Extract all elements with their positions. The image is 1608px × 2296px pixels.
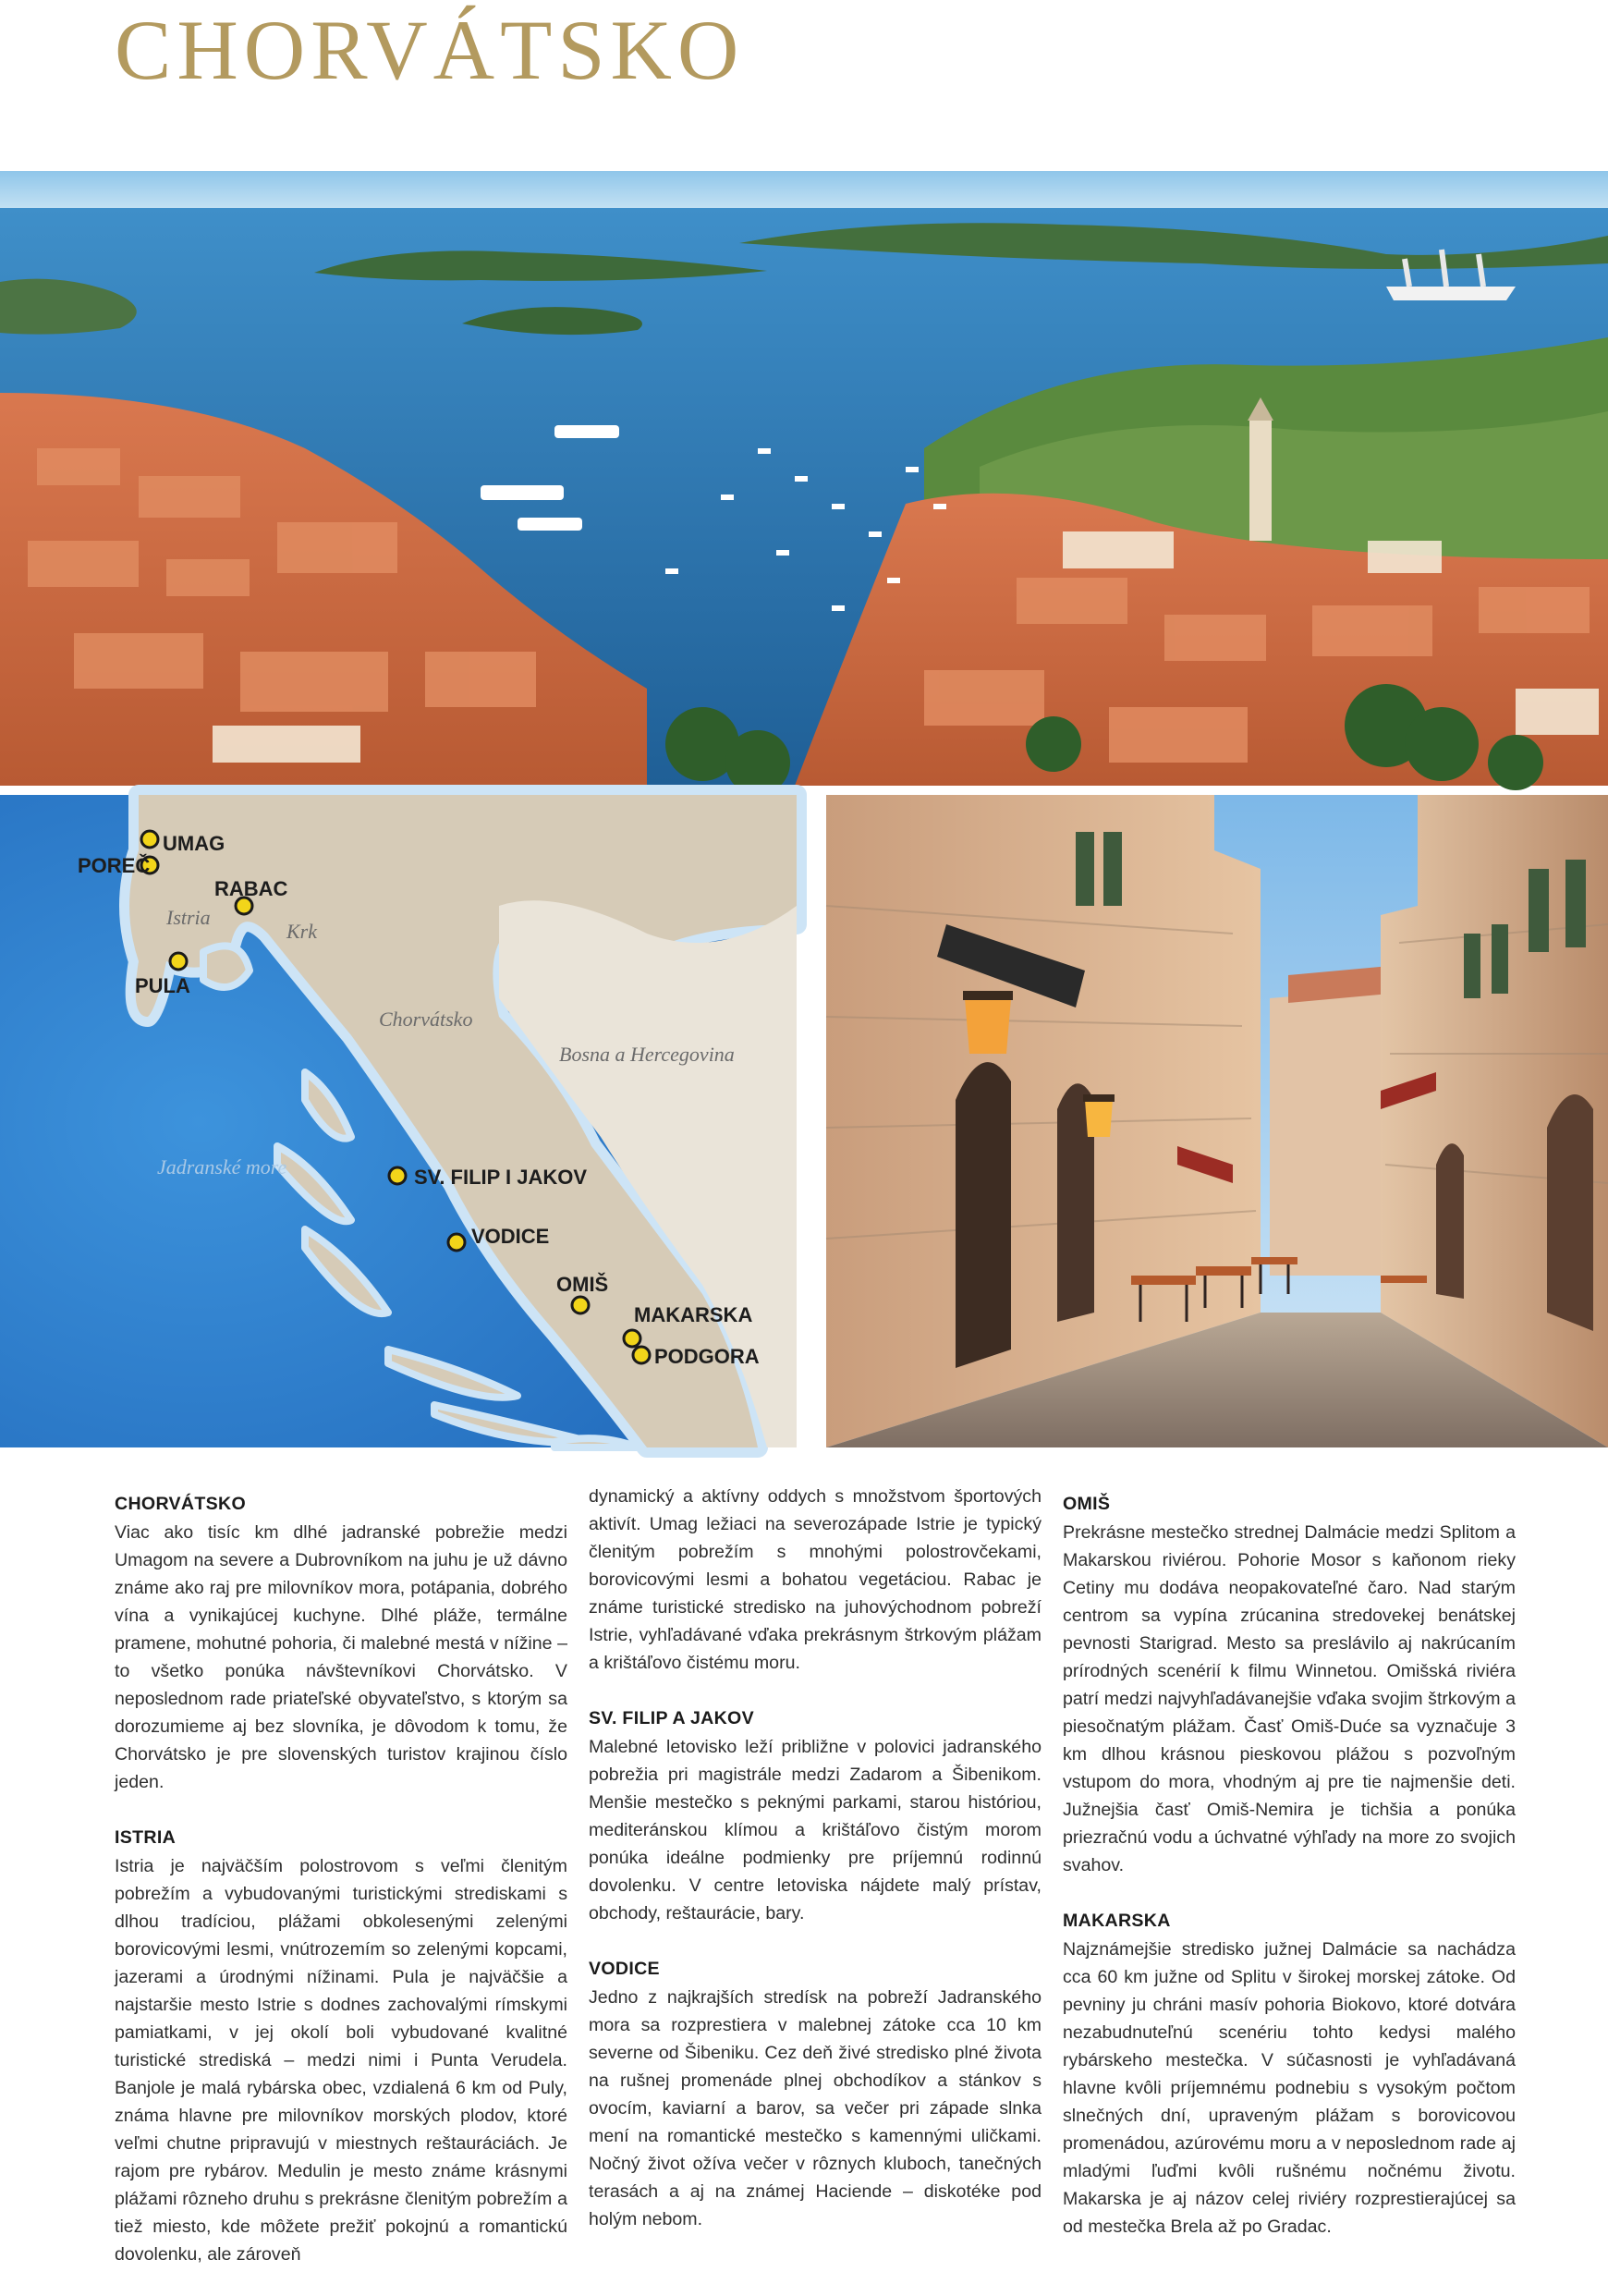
column-2 [589,1483,1042,2261]
map-city-vodice: VODICE [471,1225,550,1248]
page-title: CHORVÁTSKO [115,3,745,97]
section-body-vodice: Jedno z najkrajších stredísk na pobreží Jadranského mora sa rozprestiera v malebnej zátoke cca 10 km severne od Šibeniku. Cez deň živé stredisko plné života na rušnej promenáde plnej obchodíkov a stánkov s ovocím, kaviarní a barov, sa večer pri západe slnka mení na romantické mestečko s kamennými uličkami. Nočný život ožíva večer v rôznych kluboch, tanečných terasách a aj na známej Haciende – diskotéke pod holým nebom. [589,1987,1042,2229]
map-marker-porec [78,854,158,877]
map-marker-filip [389,1166,587,1189]
map-city-omis: OMIŠ [556,1273,609,1296]
section-heading-istria: ISTRIA [115,1827,177,1848]
map-city-umag: UMAG [163,832,225,855]
section-body-istria: Istria je najväčším polostrovom s veľmi členitým pobrežím a vybudovanými turistickými strediskami s dlhou tradíciou, plážami obkolesenými zelenými borovicovými lesmi, vnútrozemím so zelenými kopcami, jazerami a úrodnými nížinami. Pula je najväčšie a najstaršie mesto Istrie s dodnes zachovalými rímskymi pamiatkami, v jej okolí boli vybudované kvalitné turistické strediská – medzi nimi i Punta Verudela. Banjole je malá rybárska obec, vzdialená 6 km od Puly, známa hlavne pre milovníkov morských plodov, ktoré veľmi chutne pripravujú v miestnych reštauráciách. Je rajom pre rybárov. Medulin je mesto známe krásnymi plážami rôzneho druhu s prekrásne členitým pobrežím a tiež miesto, kde môžete prežiť pokojnú a romantickú dovolenku, ale zároveň [115,1856,567,2265]
article-columns [115,1486,1519,2265]
section-heading-makarska: MAKARSKA [1063,1911,1171,1931]
map-label-krk: Krk [286,920,317,943]
section-heading-vodice: VODICE [589,1959,660,1979]
section-heading-omis: OMIŠ [1063,1494,1111,1514]
map-city-porec: POREČ [78,854,151,877]
croatia-map [0,795,797,1447]
map-label-istria: Istria [166,906,211,929]
section-body-chorvatsko: Viac ako tisíc km dlhé jadranské pobrežie medzi Umagom na severe a Dubrovníkom na juhu je už dávno známe ako raj pre milovníkov mora, potápania, dobrého vína a vynikajúcej kuchyne. Dlhé pláže, termálne pramene, mohutné pohoria, či malebné mestá v nížine – to všetko ponúka návštevníkovi Chorvátsko. V neposlednom rade priateľské obyvateľstvo, s ktorým sa dorozumieme aj bez slovníka, je dôvodom k tomu, že Chorvátsko je pre slovenských turistov krajinou číslo jeden. [115,1522,567,1792]
map-label-bosnia: Bosna a Hercegovina [559,1043,735,1066]
map-city-podgora: PODGORA [654,1345,760,1368]
column-3 [1063,1490,1516,2268]
map-city-pula: PULA [135,974,190,997]
map-city-rabac: RABAC [214,877,288,900]
map-label-croatia: Chorvátsko [379,1008,473,1031]
section-heading-filip: SV. FILIP A JAKOV [589,1708,754,1728]
hero-photo-harbour [0,171,1608,786]
section-heading-chorvatsko: CHORVÁTSKO [115,1494,246,1514]
section-body-istria-continued: dynamický a aktívny oddych s množstvom športových aktivít. Umag ležiaci na severozápade Istrie je typický členitým pobrežím s mnohými polostrovčekami, borovicovými lesmi a bohatou vegetáciou. Rabac je známe turistické stredisko na juhovýchodnom pobreží Istrie, vyhľadávané vďaka prekrásnym štrkovým plážam a krištáľovo čistému moru. [589,1486,1042,1673]
map-city-makarska: MAKARSKA [634,1303,753,1326]
section-body-omis: Prekrásne mestečko strednej Dalmácie medzi Splitom a Makarskou riviérou. Pohorie Mosor s kaňonom rieky Cetiny mu dodáva neopakovateľné čaro. Nad starým centrom sa vypína zrúcanina stredovekej benátskej pevnosti Starigrad. Mesto sa preslávilo aj nakrúcaním prírodných scenérií k filmu Winnetou. Omišská riviéra patrí medzi najvyhľadávanejšie vďaka svojim štrkovým a piesočnatým plážam. Časť Omiš-Duće sa vyznačuje 3 km dlhou krásnou pieskovou plážou s pozvoľným vstupom do mora, vhodným aj pre tie najmenšie deti. Južnejšia časť Omiš-Nemira je tichšia a ponúka priezračnú vodu a úchvatné výhľady na more zo svojich svahov. [1063,1522,1516,1875]
column-1 [115,1490,567,2296]
section-body-makarska: Najznámejšie stredisko južnej Dalmácie sa nachádza cca 60 km južne od Splitu v širokej morskej zátoke. Od pevniny ju chráni masív pohoria Biokovo, ktoré dotvára nezabudnuteľnú scenériu tohto kedysi malého rybárskeho mestečka. V súčasnosti je vyhľadávaná hlavne kvôli príjemnému podnebiu s vysokým počtom slnečných dní, upraveným plážam s borovicovou promenádou, azúrovému moru a v neposlednom rade aj mladými ľuďmi kvôli rušnému nočnému životu. Makarska je aj názov celej riviéry rozprestierajúcej sa od mestečka Brela až po Gradac. [1063,1939,1516,2237]
map-city-filip: SV. FILIP I JAKOV [414,1166,588,1189]
section-body-filip: Malebné letovisko leží približne v polovici jadranského pobrežia pri magistrále medzi Zadarom a Šibenikom. Menšie mestečko s peknými parkami, starou históriou, mediteránskou klímou a krištáľovo čistým morom ponúka ideálne podmienky pre príjemnú rodinnú dovolenku. V centre letoviska nájdete malý prístav, obchody, reštaurácie, bary. [589,1737,1042,1924]
map-label-sea: Jadranské more [157,1155,287,1179]
street-photo-old-town [826,795,1608,1447]
